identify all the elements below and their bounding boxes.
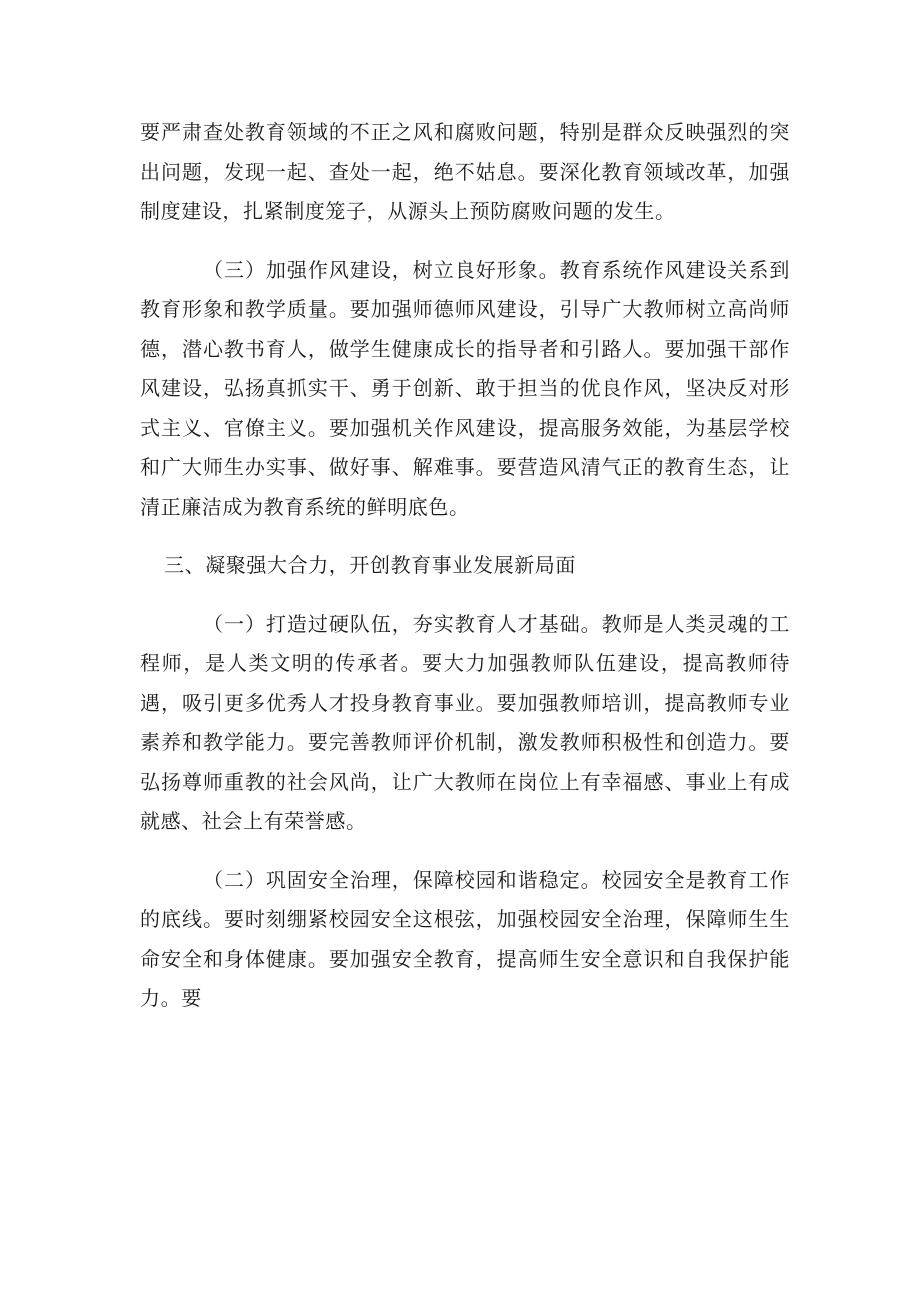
section-heading: 三、凝聚强大合力，开创教育事业发展新局面 [164, 553, 576, 577]
paragraph-subsection-1: （一）打造过硬队伍，夯实教育人才基础。教师是人类灵魂的工程师，是人类文明的传承者。要大力加强教师队伍建设，提高教师待遇，吸引更多优秀人才投身教育事业。要加强教师培训，提高教师专业素养和教学能力。要完善教师评价机制，激发教师积极性和创造力。要弘扬尊师重教的社会风尚，让广大教师在岗位上有幸福感、事业上有成就感、社会上有荣誉感。 [140, 611, 790, 833]
document-body [140, 113, 790, 1019]
paragraph-continuation: 要严肃查处教育领域的不正之风和腐败问题，特别是群众反映强烈的突出问题，发现一起、查处一起，绝不姑息。要深化教育领域改革，加强制度建设，扎紧制度笼子，从源头上预防腐败问题的发生。 [140, 120, 790, 223]
paragraph-subsection-2: （二）巩固安全治理，保障校园和谐稳定。校园安全是教育工作的底线。要时刻绷紧校园安全这根弦，加强校园安全治理，保障师生生命安全和身体健康。要加强安全教育，提高师生安全意识和自我保护能力。要 [140, 867, 790, 1010]
paragraph-section-3: （三）加强作风建设，树立良好形象。教育系统作风建设关系到教育形象和教学质量。要加强师德师风建设，引导广大教师树立高尚师德，潜心教书育人，做学生健康成长的指导者和引路人。要加强干部作风建设，弘扬真抓实干、勇于创新、敢于担当的优良作风，坚决反对形式主义、官僚主义。要加强机关作风建设，提高服务效能，为基层学校和广大师生办实事、做好事、解难事。要营造风清气正的教育生态，让清正廉洁成为教育系统的鲜明底色。 [140, 257, 790, 519]
